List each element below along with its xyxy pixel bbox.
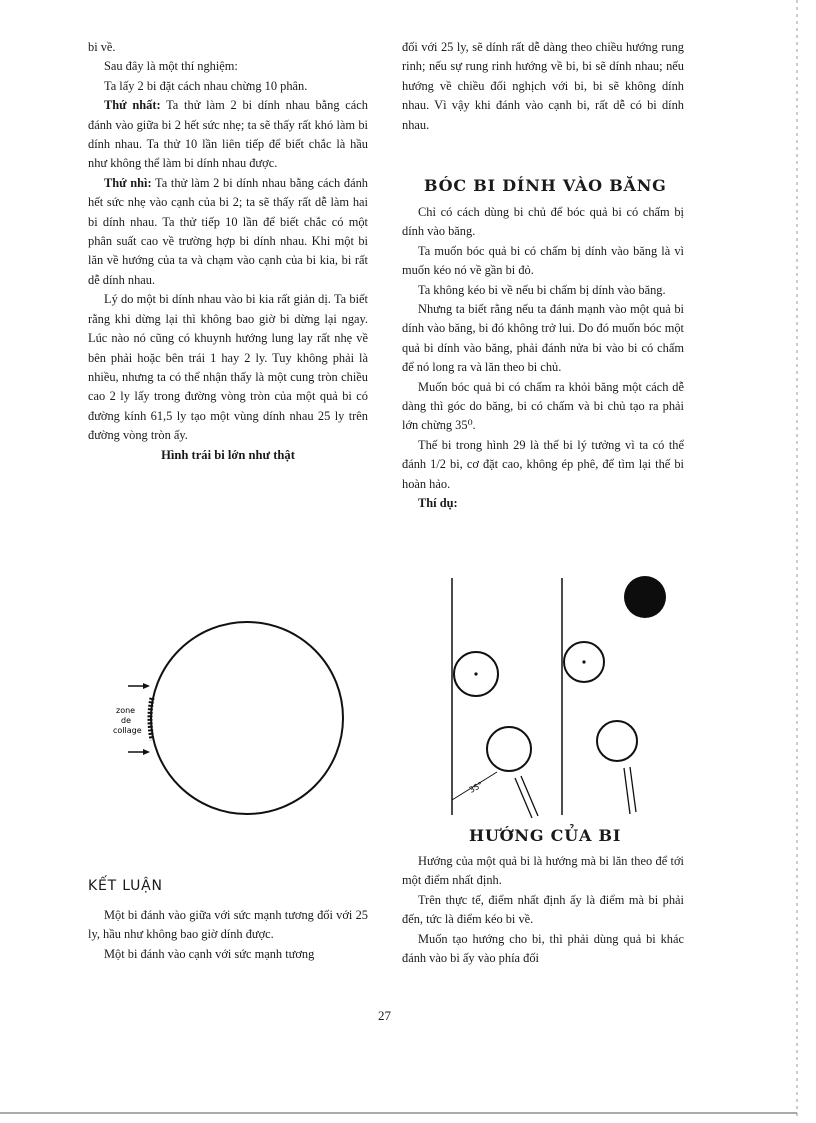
paragraph: đối với 25 ly, sẽ dính rất dễ dàng theo chiều hướng rung rinh; nếu sự rung rinh hướng về bi, bi sẽ dính nhau; nếu hướng về chiều đối nghịch với bi, bi sẽ không dính nhau. Vì vậy khi đánh vào cạnh bi, rất dễ có bi dính nhau. xyxy=(402,40,684,132)
paragraph: Một bi đánh vào giữa với sức mạnh tương đối với 25 ly, hầu như không bao giờ dính được. xyxy=(88,908,368,942)
paragraph: Một bi đánh vào cạnh với sức mạnh tương xyxy=(104,946,315,961)
figure-title: Hình trái bi lớn như thật xyxy=(161,447,295,462)
cushion-section-heading: BÓC BI DÍNH VÀO BĂNG xyxy=(424,176,667,195)
paragraph: Muốn bóc quả bi có chấm ra khỏi băng một cách dễ dàng thì góc do băng, bi có chấm và bi chủ tạo ra phải lớn chừng 35⁰. xyxy=(402,379,684,433)
paragraph: Trên thực tế, điểm nhất định ấy là điểm mà bi phải đến, tức là điểm kéo bi về. xyxy=(402,892,684,927)
paragraph-lead: Thứ nhất: xyxy=(104,98,161,113)
conclusion-heading: KẾT LUẬN xyxy=(88,878,163,894)
paragraph: bi về. xyxy=(88,40,116,54)
page-number: 27 xyxy=(378,1008,391,1023)
direction-section-heading: HƯỚNG CỦA BI xyxy=(469,826,622,845)
paragraph-lead: Thứ nhì: xyxy=(104,175,152,190)
paragraph: Sau đây là một thí nghiệm: xyxy=(104,59,238,74)
paragraph-body: Ta thử làm 2 bi dính nhau bằng cách đánh hết sức nhẹ vào cạnh của bi 2; ta sẽ thấy rất dễ làm hai bi dính nhau. Ta thử tiếp 10 lần để biết chắc có một phân suất cao về trường hợp bi dính nhau. Khi một bi lăn về hướng của ta và chạm vào cạnh của bi kia, bi rất dễ dính nhau. xyxy=(88,175,368,287)
paragraph: Lý do một bi dính nhau vào bi kia rất giản dị. Ta biết rằng khi dừng lại thì không bao giờ bi dừng lại ngay. Lúc nào nó cũng có khuynh hướng lung lay rất nhẹ về bên phải hoặc bên trái 1 hay 2 ly. Tuy không phải là nhiều, nhưng ta có thể nhận thấy là một cung tròn chiều cao 2 ly lấy trong đường vòng tròn của một quả bi có đường kính 61,5 ly tạo một vùng dính nhau 25 ly trên đường vòng tròn ấy. xyxy=(88,292,368,443)
paragraph: Chỉ có cách dùng bi chủ để bóc quả bi có chấm bị dính vào băng. xyxy=(402,205,684,239)
paragraph: Ta không kéo bi về nếu bi chấm bị dính vào băng. xyxy=(418,282,666,297)
paragraph: Thế bi trong hình 29 là thế bi lý tưởng vì ta có thể đánh 1/2 bi, cơ đặt cao, không ép phê, để tìm lại thế bi hoàn hảo. xyxy=(402,437,684,491)
paragraph: Muốn tạo hướng cho bi, thì phải dùng quả bi khác đánh vào bi ấy vào phía đối xyxy=(402,931,684,966)
example-label: Thí dụ: xyxy=(418,496,458,511)
paragraph-body: Ta thử làm 2 bi dính nhau bằng cách đánh vào giữa bi 2 hết sức nhẹ; ta sẽ thấy rất khó làm bi dính nhau. Ta thử 10 lần liên tiếp để biết chắc là hầu như không thể làm bi dính nhau được. xyxy=(88,98,368,171)
zone-label: de xyxy=(121,716,131,725)
paragraph: Hướng của một quả bi là hướng mà bi lăn theo để tới một điểm nhất định. xyxy=(402,854,684,888)
paragraph: Nhưng ta biết rằng nếu ta đánh mạnh vào một quả bi dính vào băng, bi đó không trở lui. Do đó muốn bóc một quả bi dính vào băng, phải đánh nửa bi vào bi có chấm để nó long ra và lăn theo bi chủ. xyxy=(402,302,684,375)
paragraph: Ta muốn bóc quả bi có chấm bị dính vào băng là vì muốn kéo nó về gần bi đỏ. xyxy=(402,243,684,278)
paragraph: Ta lấy 2 bi đặt cách nhau chừng 10 phân. xyxy=(104,78,308,93)
angle-label: 35° xyxy=(467,780,485,795)
zone-label: collage xyxy=(113,726,142,735)
zone-label: zone xyxy=(116,706,136,715)
